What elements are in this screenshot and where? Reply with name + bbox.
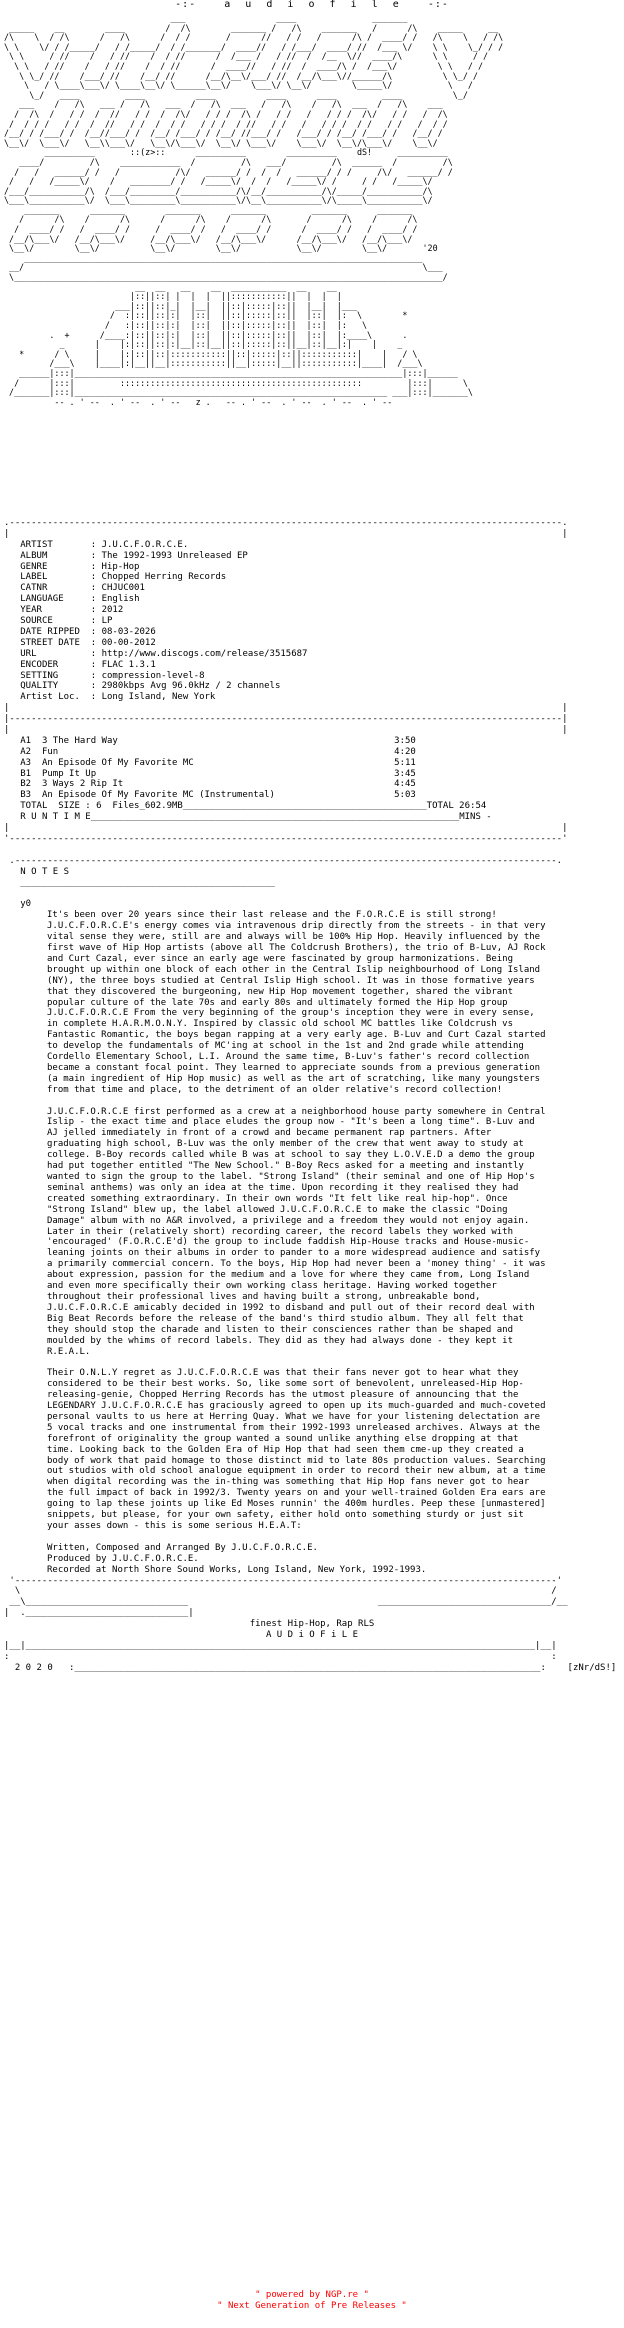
info-encoder: ENCODER : FLAC 1.3.1 xyxy=(20,659,156,670)
info-album: ALBUM : The 1992-1993 Unreleased EP xyxy=(20,550,248,561)
notes-credits-2: Produced by J.U.C.F.O.R.C.E. xyxy=(47,1553,199,1564)
info-genre: GENRE : Hip-Hop xyxy=(20,561,140,572)
bottom-tagline: finest Hip-Hop, Rap RLS xyxy=(249,1619,375,1630)
info-date-ripped: DATE RIPPED : 08-03-2026 xyxy=(20,626,156,637)
bottom-banner-border: |__|______________________________________________________________________________________________|__| : : 2 0 2 0 :______________________________________________________________________________________: [zNr/dS!] xyxy=(4,1640,617,1673)
info-label: LABEL : Chopped Herring Records xyxy=(20,572,227,583)
notes-heading: N O T E S xyxy=(20,866,70,877)
track-row: B1 Pump It Up 3:45 xyxy=(20,768,416,779)
notes-credits-1: Written, Composed and Arranged By J.U.C.F.O.R.C.E. xyxy=(47,1542,318,1553)
track-row: A3 An Episode Of My Favorite MC 5:11 xyxy=(20,757,416,768)
footer-line-1: " powered by NGP.re " xyxy=(255,2290,369,2300)
info-url: URL : http://www.discogs.com/release/3515687 xyxy=(20,648,308,659)
bottom-banner xyxy=(4,1619,620,1641)
info-catnr: CATNR : CHJUC001 xyxy=(20,583,145,594)
notes-paragraph-1: It's been over 20 years since their last release and the F.O.R.C.E is still strong! J.U.C.F.O.R.C.E's energy comes via intravenous drip directly from the streets - in that very vital sense they were, still are and always will be 100% Hip Hop. Heavily influenced by the first wave of Hip Hop artists (above all The Coldcrush Brothers), the trio of B-Luv, AJ Rock and Curt Cazal, ever since an early age were fascinated by group harmonizations. Being brought up within one block of each other in the Central Islip neighbourhood of Long Island (NY), the three boys studied at Central Islip High school. It was in those formative years that they discovered the burgeoning, new Hip Hop movement together, shared the vibrant popular culture of the late 70s and early 80s and ultimately formed the Hip Hop group J.U.C.F.O.R.C.E From the very beginning of the group's inception they were in every sense, in complete H.A.R.M.O.N.Y. Inspired by classic old school MC battles like Coldcrush vs Fantastic Romantic, the boys began rapping at a very early age. B-Luv and Curt Cazal started to develop the fundamentals of MC'ing at school in the 1st and 2nd grade while attending Cordello Elementary School, L.I. Around the same time, B-Luv's father's record collection became a constant focal point. They learned to appreciate sounds from a previous generation (a main ingredient of Hip Hop music) as well as the art of scratching, like many youngsters from that time and place, to the detriment of an older relative's record collection! xyxy=(47,910,546,1095)
totals xyxy=(4,801,620,823)
notes-body xyxy=(4,910,547,1575)
release-box-top-border: .------------------------------------------------------------------------------------------------------. | | xyxy=(4,518,568,539)
total-size-row: TOTAL SIZE : 6 Files_602.9MB_____________________________________________TOTAL 26:54 xyxy=(20,801,487,812)
ascii-art-header: ___ ____ _______ _____ __ ____ / /\ _______ / /\ _______ / /\ _____ __ /\ \ / /\ / /\ / / / / // / / / /\ / ____/ / /\ \ / /\ \ \ \/ / /_____/ / /_____/ / /_______/ ____// / /___/ ____/ // /___ \/ \ \ \_/ / / \ \ / // / / // / / // / /___ / / // / /__ \// ____/\ \ \ / / \ \ / // / / // / / // / ____// / // / ____/\ / /___\/ \ \ / / \ \_/ // /___/ // /__/ // /__/\__\/___/ // /__/\___\//______/\ \ \_/ / \ / \____\___\/ \____\__\/ \______\__\/ \___\/ \__\/ \_____\/ \ / \_/ ____ ____ ____ ____ ____ ____ \_/ ___ / /\ ___ / /\ ___ / /\ ___ / /\ / /\ ___ / /\ ___ / /\ / / / / // / / / /\/ / / / /\ / / / / / / / /\/ / / / /\ / / / / / / / // / / / / / / / / / // / / / / / / / / / / / / / /__/ / /___/ / /__//___/ / /__/ /___/ / /__/ //___/ / /___/ / /__/ /___/ / /__/ / \__\/ \___\/ \__\\___\/ \__\/\___\/ \__\/ \___\/ \___\/ \__\/\___\/ \__\/ __________ ::(z>:: __________ __________ dS! __________ ____/ /\ ____________ / /\ ___/ /\ ______ / /\ / / ______/ / / /\/ ______/ / / / ______/ / / /\/ ______/ / / / /_____\/ / ________/ / /_____\/ / / /_____\/ / / / /_____\/ /___/___________/\ /___/_________/___________/\/__/___________/\/_____/___________/\ \___\___________\/ \___\_________\___________\/\__\___________\/\_____\___________\/ _______ _______ _______ _______ _______ _______ / /\ / /\ / /\ / /\ / /\ / /\ / ____/ / / ____/ / / ____/ / / ____/ / / ____/ / / ____/ / /__/\___\/ /__/\___\/ /__/\___\/ /__/\___\/ /__/\___\/ /__/\___\/ \__\/ \__\/ \__\/ \__\/ \__\/ \__\/ '20 _______________________________________________________________________________ __/ \___ \_____________________________________________________________________________________/ __ __ __ __ ___________ __ __ |::||::| | | | ||:::::::::::|| | | | ___|::||::|_| |__| ||::|:::::|::|| |__| |___ / :|::||::|:| |::| ||::|:::::|::|| |::| |: \ * / :|::||::|:| |::| ||::|:::::|::|| |::| |: \ . + /____:|::||::|:| |::| ||::|:::::|::|| |::| |:____\ . _ | |:|::||::|:|__|::|__||::|:::::|::||__|::|__|:| | _ * / \ | |:|::||::|:::::::::::||::|:::::|::||:::::::::::| | / \ /___\ |____|:|__||__|:::::::::::||__|:::::|__||:::::::::::|____| /___\ ______|:::|_________________________________________________________________|:::|______ / |:::| :::::::::::::::::::::::::::::::::::::::::::::::: |:::| \ /_______|:::|______________________________________________________________ ___|:::|_______\ -- . ' -- . ' -- . ' -- z . -- . ' -- . ' -- . ' -- . ' -- xyxy=(4,14,504,407)
bottom-brand: A U D i O F i L E xyxy=(265,1630,359,1641)
track-row: A1 3 The Hard Way 3:50 xyxy=(20,735,416,746)
notes-box-bottom-border: '----------------------------------------------------------------------------------------------------' \ / __\______________________________ ________________________________/__ | .______________________________| xyxy=(4,1575,568,1619)
release-info xyxy=(4,540,620,703)
notes-credits-3: Recorded at North Shore Sound Works, Long Island, New York, 1992-1993. xyxy=(47,1564,427,1575)
nfo-body xyxy=(4,518,620,1674)
notes-heading-row: N O T E S _______________________________________________ y0 xyxy=(4,866,275,910)
bottom-year: 2 0 2 0 xyxy=(14,1662,53,1673)
info-year: YEAR : 2012 xyxy=(20,605,124,616)
release-box-divider: | | |------------------------------------------------------------------------------------------------------| | | xyxy=(4,703,568,735)
info-artist: ARTIST : J.U.C.F.O.R.C.E. xyxy=(20,539,189,550)
notes-paragraph-2: J.U.C.F.O.R.C.E first performed as a crew at a neighborhood house party somewhere in Central Islip - the exact time and place eludes the group now - "It's been a long time". B-Luv and AJ jelled immediately in front of a crowd and became permanent rap partners. After graduating high school, B-Luv was the only member of the crew that went away to study at college. B-Boy records called while B was at school to say they L.O.V.E.D a demo the group had put together entitled "The New School." B-Boy Recs asked for a meeting and instantly wanted to sign the group to the label. "Strong Island" (their seminal and one of Hip Hop's seminal anthems) was only an idea at the time. Upon recording it they realised they had created something extraordinary. In their own words "It felt like real hip-hop". Once "Strong Island" blew up, the label allowed J.U.C.F.O.R.C.E to make the classic "Doing Damage" album with no A&R involved, a privilege and a freedom they would not enjoy again. Later in their (relatively short) recording career, the record labels they worked with 'encouraged' (F.O.R.C.E'd) the group to include faddish Hip-House tracks and House-music-leaning joints on their albums in order to pander to a more widespread audience and satisfy a primarily commercial concern. To the boys, Hip Hop had never been a 'money thing' - it was about expression, passion for the medium and a love for where they came from, Long Island and even more specifically their own working class heritage. Having worked together throughout their professional lives and having built a strong, unbreakable bond, J.U.C.F.O.R.C.E amicably decided in 1992 to disband and pull out of their record deal with Big Beat Records before the release of the band's third studio album. They all felt that they should stop the charade and listen to their consciences rather than be shaped and moulded by the whims of record labels. They did as they had always done - they kept it R.E.A.L. xyxy=(47,1106,546,1357)
info-setting: SETTING : compression-level-8 xyxy=(20,670,205,681)
release-box-bottom-border: | | '------------------------------------------------------------------------------------------------------' .----------------------------------------------------------------------------------------------------. xyxy=(4,823,568,866)
tracklist xyxy=(4,736,620,801)
runtime-row: R U N T I M E____________________________________________________________________MINS - xyxy=(20,812,492,823)
track-row: B2 3 Ways 2 Rip It 4:45 xyxy=(20,779,416,790)
info-source: SOURCE : LP xyxy=(20,616,113,627)
bottom-tag: [zNr/dS!] xyxy=(567,1662,617,1673)
nfo-footer xyxy=(0,2290,624,2312)
footer-line-2: " Next Generation of Pre Releases " xyxy=(217,2301,407,2311)
info-street-date: STREET DATE : 00-00-2012 xyxy=(20,637,156,648)
notes-paragraph-3: Their O.N.L.Y regret as J.U.C.F.O.R.C.E was that their fans never got to hear what they considered to be their best works. So, like some sort of benevolent, unreleased-Hip Hop-releasing-genie, Chopped Herring Records has the utmost pleasure of announcing that the LEGENDARY J.U.C.F.O.R.C.E has graciously agreed to open up its much-guarded and much-coveted personal vaults to us here at Herring Quay. What we have for your listening delectation are 5 vocal tracks and one instrumental from their 1992-1993 unreleased archives. Always at the forefront of originality the group wanted a sound unlike anything else dropping at that time. Looking back to the Golden Era of Hip Hop that had seen them cme-up they created a body of work that paid homage to those distinct mid to late 80s production values. Searching out studios with old school analogue equipment in order to record their new album, at a time when digital recording was the in-thing was something that Hip Hop fans never got to hear the full impact of back in 1992/3. Twenty years on and your well-trained Golden Era ears are going to lap these joints up like Ed Moses runnin' the 400m hurdles. Peep these [unmastered] snippets, but please, for your own safety, either hold onto something sturdy or just sit your asses down - this is some serious H.E.A.T: xyxy=(47,1368,546,1531)
notes-greeting: y0 xyxy=(20,899,32,910)
track-row: A2 Fun 4:20 xyxy=(20,746,416,757)
info-language: LANGUAGE : English xyxy=(20,594,140,605)
track-row: B3 An Episode Of My Favorite MC (Instrumental) 5:03 xyxy=(20,790,416,801)
info-artist-loc: Artist Loc. : Long Island, New York xyxy=(20,692,216,703)
info-quality: QUALITY : 2980kbps Avg 96.0kHz / 2 channels xyxy=(20,681,281,692)
nfo-title: -:- a u d i o f i l e -:- xyxy=(175,0,449,10)
